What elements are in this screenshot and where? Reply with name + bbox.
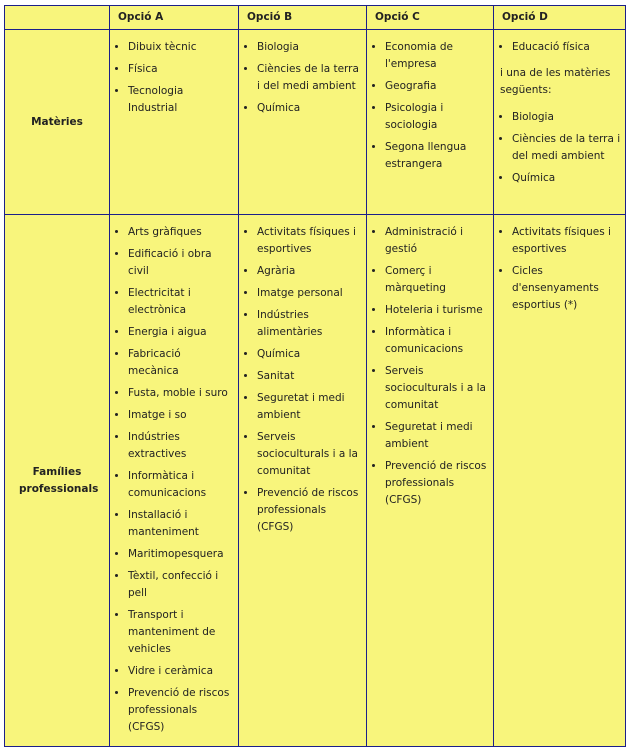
list-item: • Energia i aigua [128,324,234,341]
list-item: • Transport i manteniment de vehicles [128,607,234,658]
list-item: • Fabricació mecànica [128,346,234,380]
cell-d [494,30,626,215]
list-item: • Química [512,170,621,187]
list-item: • Segona llengua estrangera [385,139,489,173]
list-item: • Serveis socioculturals i a la comunitat [385,363,489,414]
bullet-list [110,224,234,736]
list-item: • Activitats físiques i esportives [512,224,621,258]
list-item: • Prevenció de riscos professionals (CFGS) [128,685,234,736]
list-item: • Arts gràfiques [128,224,234,241]
bullet-list [239,39,362,117]
bullet-list [239,224,362,536]
list-item: • Fusta, moble i suro [128,385,234,402]
header-opcio-a: Opció A [110,6,239,30]
cell-a [110,30,239,215]
list-item: • Serveis socioculturals i a la comunitat [257,429,362,480]
bullet-list [367,224,489,509]
list-item: • Prevenció de riscos professionals (CFGS) [385,458,489,509]
list-item: • Seguretat i medi ambient [385,419,489,453]
list-item: • Tèxtil, confecció i pell [128,568,234,602]
list-item: • Psicologia i sociologia [385,100,489,134]
row-label: Famílies professionals [5,215,110,747]
list-item: • Comerç i màrqueting [385,263,489,297]
list-item: • Hoteleria i turisme [385,302,489,319]
header-opcio-d: Opció D [494,6,626,30]
list-item: • Geografia [385,78,489,95]
list-item: • Química [257,100,362,117]
list-item: • Economia de l'empresa [385,39,489,73]
list-item: • Vidre i ceràmica [128,663,234,680]
header-opcio-b: Opció B [239,6,367,30]
header-opcio-c: Opció C [367,6,494,30]
list-item: • Dibuix tècnic [128,39,234,56]
header-row [5,6,626,30]
list-item: • Biologia [512,109,621,126]
bullet-list [110,39,234,117]
bullet-list [367,39,489,173]
cell-c [367,215,494,747]
header-empty [5,6,110,30]
list-item: • Maritimopesquera [128,546,234,563]
list-item: • Activitats físiques i esportives [257,224,362,258]
cell-b [239,30,367,215]
bullet-list [494,224,621,314]
bullet-list [494,109,621,187]
list-item: • Ciències de la terra i del medi ambient [257,61,362,95]
list-item: • Sanitat [257,368,362,385]
list-item: • Educació física [512,39,621,56]
list-item: • Física [128,61,234,78]
list-item: • Cicles d'ensenyaments esportius (*) [512,263,621,314]
row-families [5,215,626,747]
list-item: • Installació i manteniment [128,507,234,541]
cell-a [110,215,239,747]
list-item: • Indústries extractives [128,429,234,463]
list-item: • Agrària [257,263,362,280]
cell-d [494,215,626,747]
list-item: • Tecnologia Industrial [128,83,234,117]
row-label: Matèries [5,30,110,215]
list-item: • Biologia [257,39,362,56]
bullet-list [494,39,621,56]
row-materies [5,30,626,215]
list-item: • Edificació i obra civil [128,246,234,280]
list-item: • Imatge personal [257,285,362,302]
list-item: • Seguretat i medi ambient [257,390,362,424]
list-item: • Indústries alimentàries [257,307,362,341]
list-item: • Administració i gestió [385,224,489,258]
list-item: • Prevenció de riscos professionals (CFGS) [257,485,362,536]
list-item: • Química [257,346,362,363]
options-table [4,5,626,747]
list-item: • Imatge i so [128,407,234,424]
list-item: • Electricitat i electrònica [128,285,234,319]
note-text: i una de les matèries següents: [500,67,611,96]
cell-c [367,30,494,215]
cell-b [239,215,367,747]
list-item: • Ciències de la terra i del medi ambient [512,131,621,165]
list-item: • Informàtica i comunicacions [128,468,234,502]
list-item: • Informàtica i comunicacions [385,324,489,358]
